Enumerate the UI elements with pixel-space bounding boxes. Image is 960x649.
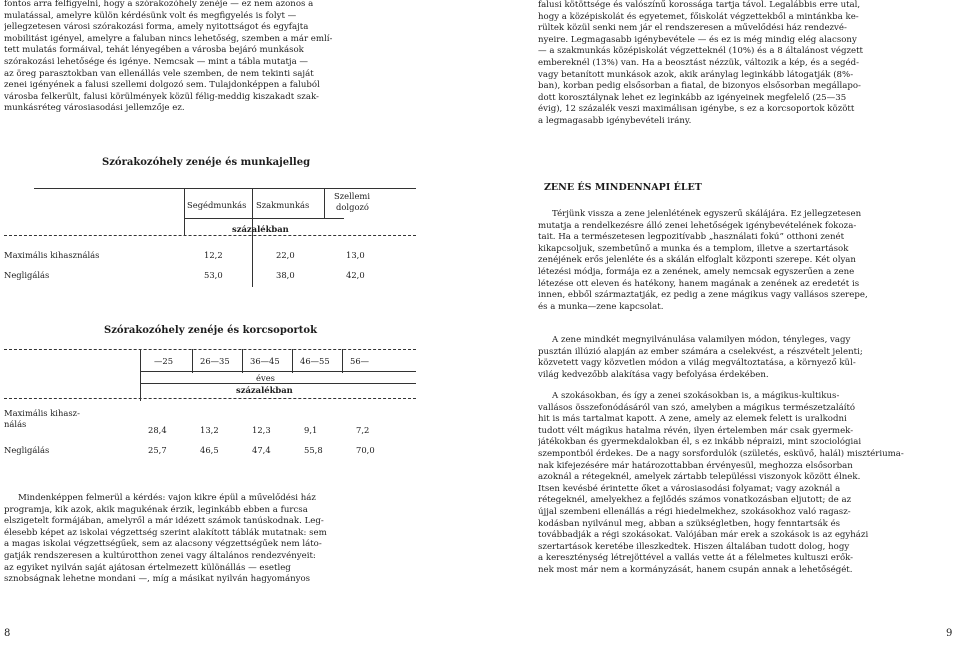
table1-row2-v1: 53,0 xyxy=(204,270,223,280)
text-line: rétegeknél, amelyekhez a fejlődés számos vonatkozásban eljutott; de az xyxy=(538,495,852,506)
table1-row1-v3: 13,0 xyxy=(346,250,365,260)
table1 xyxy=(4,180,416,290)
table2-row2-v5: 70,0 xyxy=(356,445,375,455)
text-line: közvetett vagy közvetlen módon a világ megváltoztatása, a környező kül- xyxy=(538,358,856,369)
text-line: a kereszténység létrejöttével a vallás vette át a félelmetes kultuszi erők- xyxy=(538,553,854,564)
left-top-paragraph xyxy=(4,0,416,115)
table1-caption: Szórakozóhely zenéje és munkajelleg xyxy=(102,157,311,168)
text-line: kodásban nyilvánul meg, abban a szükségletben, hogy fenntartsák és xyxy=(538,518,841,529)
text-line: vallásos összefonódásáról van szó, amelyben a mágikus természetzaláító xyxy=(538,402,856,413)
table2-header-1: —25 xyxy=(154,356,174,366)
table2-row2-v2: 46,5 xyxy=(200,445,219,455)
text-line: hit is más tartalmat kapott. A zene, amely az elemek felett is uralkodni xyxy=(538,414,847,425)
text-line: fontos arra felfigyelni, hogy a szórakozóhely zenéje — ez nem azonos a xyxy=(4,0,314,9)
text-line: A szokásokban, és így a zenei szokásokban is, a mágikus-kultikus- xyxy=(552,391,840,401)
table1-row2-v2: 38,0 xyxy=(276,270,295,280)
text-line: mulatással, amelyre külön kérdésünk volt és megfigyelés is folyt — xyxy=(4,10,297,21)
text-line: innen, ebből származtatják, ez pedig a zene mágikus vagy vallásos szerepe, xyxy=(538,290,868,301)
table2-row1-v2: 13,2 xyxy=(200,425,219,435)
section-title: ZENE ÉS MINDENNAPI ÉLET xyxy=(544,182,702,193)
table1-row2-v3: 42,0 xyxy=(346,270,365,280)
table1-row1-v2: 22,0 xyxy=(276,250,295,260)
text-line: újjal szembeni ellenállás a régi hiedelmekhez, szokásokhoz való ragasz- xyxy=(538,506,851,517)
right-paragraph-3 xyxy=(538,391,954,577)
text-line: a legmagasabb igénybevételi irány. xyxy=(538,115,692,126)
text-line: Térjünk vissza a zene jelenlétének egyszerű skálájára. Ez jellegzetesen xyxy=(552,209,862,219)
text-line: létezési módja, formája ez a zenének, amely nemcsak egyszerűen a zene xyxy=(538,266,855,277)
text-line: világ kedvezőbb alakítása vagy befolyása érdekében. xyxy=(538,369,769,380)
text-line: munkásréteg városiasodási jellemzője ez. xyxy=(4,103,185,114)
text-line: a magas iskolai végzettségűek, sem az alacsony végzettségűek nem láto- xyxy=(4,539,322,550)
text-line: városba felkerült, falusi körülmények közül félig-meddig kiszakadt szak- xyxy=(4,91,319,102)
table1-header-2: Szakmunkás xyxy=(256,200,310,210)
text-line: rültek közül senki nem jár el rendszeresen a művelődési ház rendezvé- xyxy=(538,23,847,34)
text-line: mobilitást igényel, amelyre a faluban nincs lehetőség, szemben a már emlí- xyxy=(4,33,333,44)
table2-row2-v3: 47,4 xyxy=(252,445,271,455)
table2-row2-label: Negligálás xyxy=(4,445,50,455)
table2-row1-v4: 9,1 xyxy=(304,425,318,435)
text-line: elszigetelt formájában, amelyről a már idézett számok tanúskodnak. Leg- xyxy=(4,516,324,527)
table1-unit: százalékban xyxy=(232,224,289,234)
text-line: A zene mindkét megnyilvánulása valamilyen módon, tényleges, vagy xyxy=(552,335,851,345)
table1-header-3b: dolgozó xyxy=(336,202,369,212)
text-line: ban), korban pedig elsősorban a fiatal, de bizonyos elsősorban megállapo- xyxy=(538,81,861,92)
table2-header-5: 56— xyxy=(350,356,370,366)
page-number-left: 8 xyxy=(4,628,11,639)
table1-header-1: Segédmunkás xyxy=(187,200,247,210)
table2-header-4: 46—55 xyxy=(300,356,330,366)
table1-row1-label: Maximális kihasználás xyxy=(4,250,100,260)
text-line: — a szakmunkás középiskolát végzetteknél (10%) és a 8 általánost végzett xyxy=(538,46,863,57)
right-paragraph-2 xyxy=(538,335,954,381)
text-line: programja, kik azok, akik magukénak érzik, leginkább ebben a furcsa xyxy=(4,504,308,515)
table2-row1-v5: 7,2 xyxy=(356,425,370,435)
text-line: szertartások keretébe illeszkedtek. Hiszen általában tudott dolog, hogy xyxy=(538,541,850,552)
table2-row2-v1: 25,7 xyxy=(148,445,167,455)
text-line: létezése ott eleven és hatékony, hanem magának a zenének az eredetét is xyxy=(538,278,860,289)
text-line: kikapcsoljuk, szembetűnő a munka és a templom, illetve a szertartások xyxy=(538,243,849,254)
text-line: tudott vélt mágikus hatalma révén, ilyen értelemben már csak gyermek- xyxy=(538,425,854,436)
table2-header-3: 36—45 xyxy=(250,356,280,366)
table2-header-2: 26—35 xyxy=(200,356,230,366)
text-line: és a munka—zene kapcsolat. xyxy=(538,301,664,312)
table2-unit: százalékban xyxy=(236,385,293,395)
text-line: szempontból érdekes. De a nagy sorsfordulók (születés, esküvő, halál) misztériuma- xyxy=(538,448,904,459)
table2-caption: Szórakozóhely zenéje és korcsoportok xyxy=(104,325,318,336)
table2-row1-label-a: Maximális kihasz- xyxy=(4,408,80,418)
text-line: az egyiket nyilván saját ajátosan értelmezett különállás — esetleg xyxy=(4,562,291,573)
page-number-right: 9 xyxy=(946,628,953,639)
text-line: továbbadják a régi szokásokat. Valójában már erek a szokások is az egyházi xyxy=(538,530,869,541)
text-line: Itsen kevésbé érintette őket a városiasodási folyamat; vagy azoknál a xyxy=(538,483,841,494)
table2-row1-label-b: nálás xyxy=(4,419,27,429)
text-line: jellegzetesen városi szórakozási forma, amely nyitottságot és egyfajta xyxy=(4,22,309,33)
table2 xyxy=(4,345,416,465)
text-line: szórakozási lehetősége és igénye. Nemcsak — mint a tábla mutatja — xyxy=(4,56,309,67)
right-paragraph-1 xyxy=(538,209,954,313)
text-line: nyeire. Legmagasabb igénybevétele — és ez is még mindig elég alacsony xyxy=(538,34,857,45)
text-line: élesebb képet az iskolai végzettség szerint alakított táblák mutatnak: sem xyxy=(4,527,327,538)
text-line: zenéjének erős jelenléte és a skálán elfoglalt központi szerepe. Két olyan xyxy=(538,255,856,266)
right-top-paragraph xyxy=(538,0,954,128)
text-line: azoknál a rétegeknél, amelyek zártabb településsi viszonyok között élnek. xyxy=(538,472,861,483)
text-line: pusztán illúzió alapján az ember számára a cselekvést, a részvételt jelenti; xyxy=(538,346,863,357)
text-line: nak kifejezésére már határozottabban érvényesül, meghozza elsősorban xyxy=(538,460,853,471)
text-line: vagy betanított munkások azok, akik aránylag leginkább látogatják (8%- xyxy=(538,69,854,80)
text-line: sznobságnak lehetne mondani —, míg a másikat nyilván hagyományos xyxy=(4,574,311,585)
text-line: játékokban és gyermekdalokban él, s ez inkább népraizi, mint szociológiai xyxy=(538,437,862,448)
table2-unit-top: éves xyxy=(256,373,275,383)
left-bottom-paragraph xyxy=(4,493,416,586)
table2-row1-v1: 28,4 xyxy=(148,425,167,435)
text-line: zenei igényének a falusi szellemi dolgozó sem. Tulajdonképpen a faluból xyxy=(4,80,320,91)
text-line: dott korosztálynak lehet ez leginkább az igényeinek megfelelő (25—35 xyxy=(538,92,847,103)
text-line: évig), 12 százalék veszi maximálisan igénybe, s ez a korcsoportok között xyxy=(538,104,855,115)
text-line: Mindenképpen felmerül a kérdés: vajon kikre épül a művelődési ház xyxy=(18,493,316,503)
table1-row1-v1: 12,2 xyxy=(204,250,223,260)
text-line: tait. Ha a természetesen legpozitívabb „használati fokú” otthoni zenét xyxy=(538,232,845,243)
text-line: hogy a középiskolát és egyetemet, főiskolát végzettekből a mintánkba ke- xyxy=(538,11,859,22)
text-line: nek most már nem a kormányzását, hanem csupán annak a lehetőségét. xyxy=(538,564,853,575)
text-line: embereknél (13%) van. Ha a beosztást nézzük, változik a kép, és a segéd- xyxy=(538,57,860,68)
table1-header-3a: Szellemi xyxy=(334,191,371,201)
table1-row2-label: Negligálás xyxy=(4,270,50,280)
table2-row1-v3: 12,3 xyxy=(252,425,271,435)
text-line: gatják rendszeresen a kultúrotthon zenei vagy általános rendezvényeit: xyxy=(4,550,316,561)
text-line: az öreg parasztokban van ellenállás vele szemben, de nem tekinti saját xyxy=(4,68,314,79)
table2-row2-v4: 55,8 xyxy=(304,445,323,455)
text-line: tett mulatás formáival, tehát lényegében a városba bejáró munkások xyxy=(4,45,304,56)
text-line: falusi kötöttsége és valószínű korossága tartja távol. Legalábbis erre utal, xyxy=(538,0,861,10)
text-line: mutatja a rendelkezésre álló zenei lehetőségek igénybevételének fokoza- xyxy=(538,220,857,231)
